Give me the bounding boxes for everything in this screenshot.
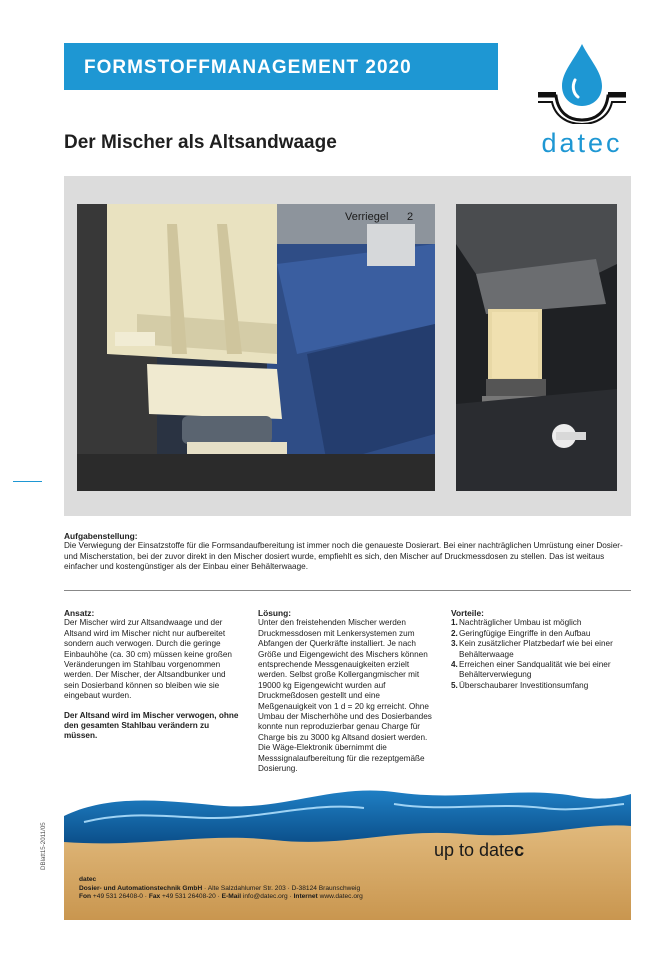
document-code: DBlatt15-2011/05 <box>40 822 47 870</box>
list-item: 1. Nachträglicher Umbau ist möglich <box>451 618 582 628</box>
vorteile-heading: Vorteile: <box>451 608 484 618</box>
list-item: 3. Kein zusätzlicher Platzbedarf wie bei einer Behälterwaage <box>451 639 613 659</box>
ansatz-section <box>64 608 242 742</box>
logo-wordmark: datec <box>541 128 623 158</box>
list-item: 2. Geringfügige Eingriffe in den Aufbau <box>451 628 591 638</box>
loesung-heading: Lösung: <box>258 608 292 618</box>
website-link[interactable]: www.datec.org <box>317 893 363 901</box>
company-address: · Alte Salzdahlumer Str. 203 · D-38124 Braunschweig <box>202 884 361 892</box>
banner-title: FORMSTOFFMANAGEMENT 2020 <box>84 57 412 78</box>
task-body: Die Verwiegung der Einsatzstoffe für die Formsandaufbereitung ist immer noch die genaueste Dosierart. Bei einer nachträglichen Umrüstung einer Dosier- und Mischerstation, bei der zuvor direkt in den Mischer dosiert wurde, empfiehlt es sich, den Mischer auf Druckmessdosen zu stellen. Das ist weitaus einfacher und kostengünstiger als der Einbau einer Behälterwaage. <box>64 541 623 572</box>
list-item: 5. Überschaubarer Investitionsumfang <box>451 680 589 690</box>
footer-address: datec Dosier- und Automationstechnik GmbH · Alte Salzdahlumer Str. 203 · D-38124 Braunschweig Fon +49 531 26408-0 · Fax +49 531 26408-20 · E-Mail info@datec.org · Internet www.datec.org <box>79 876 363 901</box>
list-item: 4. Erreichen einer Sandqualität wie bei einer Behälterverwiegung <box>451 660 611 680</box>
loesung-body: Unter den freistehenden Mischer werden Druckmessdosen mit Lenkersystemen zum Abfangen der Querkräfte installiert. Je nach Größe und Eigengewicht des Mischers können entsprechende Messgenauigkeiten erzielt werden. Selbst große Kollergangmischer mit 19000 kg Eigengewicht wurden auf Druckmeßdosen gestellt und eine Meßgenauigkeit von 1 d = 20 kg erreicht. Ohne Umbau der Mischerhöhe und des Dosierbandes konnte nun reproduzierbar genau Charge für Charge bis zu 3000 kg Altsand dosiert werden. Die Wäge-Elektronik übernimmt die Messsignalaufbereitung für die rezeptgemäße Dosierung. <box>258 618 432 774</box>
photo-label-number: 2 <box>407 211 414 223</box>
vorteile-section <box>451 608 631 691</box>
datec-logo-icon <box>534 40 630 124</box>
ansatz-body: Der Mischer wird zur Altsandwaage und der Altsand wird im Mischer nicht nur aufbereitet sondern auch verwogen. Durch die geringe Einbauhöhe (ca. 30 cm) müssen keine großen Veränderungen im Stahlbau vorgenommen werden. Der Mischer, der Altsandbunker und sein Dosierband können so bleiben wie sie eingebaut wurden. <box>64 618 232 701</box>
photo-label: Verriegel <box>345 211 389 223</box>
email-link[interactable]: info@datec.org · <box>241 893 294 901</box>
task-section <box>64 531 634 573</box>
ansatz-heading: Ansatz: <box>64 608 95 618</box>
task-heading: Aufgabenstellung: <box>64 531 138 541</box>
vorteile-list <box>451 618 631 691</box>
company-short: datec <box>79 876 97 883</box>
phone-number: +49 531 26408-0 · <box>91 893 149 901</box>
page-title: Der Mischer als Altsandwaage <box>64 132 337 153</box>
loesung-section <box>258 608 440 775</box>
side-marker <box>13 481 42 482</box>
company-full: Dosier- und Automationstechnik GmbH <box>79 884 203 892</box>
slogan: up to datec <box>434 840 525 860</box>
fax-number: +49 531 26408-20 · <box>160 893 222 901</box>
divider <box>64 590 631 591</box>
load-cell-photo <box>456 204 617 491</box>
ansatz-bold: Der Altsand wird im Mischer verwogen, ohne den gesamten Stahlbau verändern zu müssen. <box>64 710 239 741</box>
mixer-photo <box>77 204 435 491</box>
